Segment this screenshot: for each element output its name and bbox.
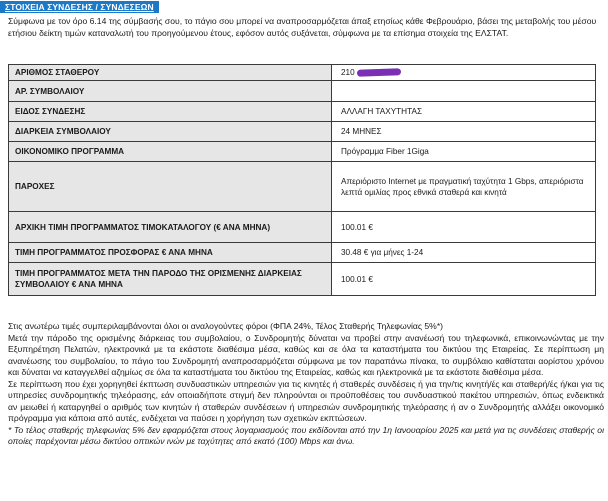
row-value-financial-plan: Πρόγραμμα Fiber 1Giga [332, 142, 596, 162]
row-label-post-term-price: ΤΙΜΗ ΠΡΟΓΡΑΜΜΑΤΟΣ ΜΕΤΑ ΤΗΝ ΠΑΡΟΔΟ ΤΗΣ ΟΡΙΣΜΕΝΗΣ ΔΙΑΡΚΕΙΑΣ ΣΥΜΒΟΛΑΙΟΥ € ΑΝΑ ΜΗΝΑ [9, 263, 332, 296]
redaction-mark [357, 69, 401, 78]
connection-details-table [8, 64, 596, 296]
discounts-note: Σε περίπτωση που έχει χορηγηθεί έκπτωση συνδυαστικών υπηρεσιών για τις κινητές ή σταθερές συνδέσεις ή για την/τις κινητή/ές και σταθερή/ές ή/και για τις υπηρεσίες συνδρομητικής τηλεόρασης, εάν οποιαδήποτε στιγμή δεν πληρούνται οι προϋποθέσεις του συνδυαστικού πακέτου υπηρεσιών, όπως ενδεικτικά αν μειωθεί ή καταργηθεί ο αριθμός των κινητών ή σταθερών συνδέσεων ή υπηρεσιών συνδρομητικής τηλεόρασης ή αν ο Συνδρομητής αλλάξει οικονομικό πρόγραμμα για κάποια από αυτές, ενδέχεται να παύσει η χορήγηση των σχετικών εκπτώσεων. [8, 378, 604, 423]
notes-section [8, 321, 604, 448]
row-label-connection-type: ΕΙΔΟΣ ΣΥΝΔΕΣΗΣ [9, 102, 332, 122]
table-row [9, 81, 596, 102]
row-label-initial-price: ΑΡΧΙΚΗ ΤΙΜΗ ΠΡΟΓΡΑΜΜΑΤΟΣ ΤΙΜΟΚΑΤΑΛΟΓΟΥ (€ ΑΝΑ ΜΗΝΑ) [9, 212, 332, 243]
row-value-initial-price: 100.01 € [332, 212, 596, 243]
row-label-contract-duration: ΔΙΑΡΚΕΙΑ ΣΥΜΒΟΛΑΙΟΥ [9, 122, 332, 142]
table-row [9, 142, 596, 162]
row-label-benefits: ΠΑΡΟΧΕΣ [9, 162, 332, 212]
table-row [9, 263, 596, 296]
table-row [9, 243, 596, 263]
table-row [9, 65, 596, 81]
row-label-offer-price: ΤΙΜΗ ΠΡΟΓΡΑΜΜΑΤΟΣ ΠΡΟΣΦΟΡΑΣ € ΑΝΑ ΜΗΝΑ [9, 243, 332, 263]
row-value-contract-duration: 24 ΜΗΝΕΣ [332, 122, 596, 142]
after-term-note: Μετά την πάροδο της ορισμένης διάρκειας του συμβολαίου, ο Συνδρομητής δύναται να προβεί στην ανανέωσή του τηλεφωνικά, επικοινωνώντας με την Εξυπηρέτηση Πελατών, ηλεκτρονικά με τα εκάστοτε διαθέσιμα μέσα, καθώς και σε όλα τα καταστήματα του δικτύου της Εταιρείας. Σε περίπτωση μη ανανέωσης του συμβολαίου, το πάγιο του Συνδρομητή αναπροσαρμόζεται σύμφωνα με τον παραπάνω πίνακα, το συμβόλαιο καθίσταται αορίστου χρόνου και δύναται να καταγγελθεί αζημίως σε όλα τα καταστήματα του δικτύου της Εταιρείας, καθώς και ηλεκτρονικά με τα εκάστοτε διαθέσιμα μέσα. [8, 332, 604, 377]
phone-number-prefix: 210 [341, 68, 355, 77]
row-value-connection-type: ΑΛΛΑΓΗ ΤΑΧΥΤΗΤΑΣ [332, 102, 596, 122]
row-value-benefits: Απεριόριστο Internet με πραγματική ταχύτητα 1 Gbps, απεριόριστα λεπτά ομιλίας προς εθνικά σταθερά και κινητά [332, 162, 596, 212]
row-value-phone-number [332, 65, 596, 81]
footnote: * Το τέλος σταθερής τηλεφωνίας 5% δεν εφαρμόζεται στους λογαριασμούς που εκδίδονται από την 1η Ιανουαρίου 2025 και μετά για τις συνδέσεις σταθερής οι οποίες παρέχονται μέσω δικτύου οπτικών ινών με ταχύτητες από εκατό (100) Mbps και άνω. [8, 424, 604, 446]
table-row [9, 102, 596, 122]
table-row [9, 212, 596, 243]
row-label-financial-plan: ΟΙΚΟΝΟΜΙΚΟ ΠΡΟΓΡΑΜΜΑ [9, 142, 332, 162]
table-row [9, 162, 596, 212]
row-label-contract-number: ΑΡ. ΣΥΜΒΟΛΑΙΟΥ [9, 81, 332, 102]
row-value-contract-number [332, 81, 596, 102]
table-row [9, 122, 596, 142]
row-value-post-term-price: 100.01 € [332, 263, 596, 296]
section-title: ΣΤΟΙΧΕΙΑ ΣΥΝΔΕΣΗΣ / ΣΥΝΔΕΣΕΩΝ [0, 1, 159, 13]
row-label-phone-number: ΑΡΙΘΜΟΣ ΣΤΑΘΕΡΟΥ [9, 65, 332, 81]
intro-paragraph: Σύμφωνα με τον όρο 6.14 της σύμβασής σου, το πάγιο σου μπορεί να αναπροσαρμόζεται άπαξ ετησίως κάθε Φεβρουάριο, βάσει της μεταβολής του μέσου ετήσιου δείκτη τιμών καταναλωτή του προηγούμενου έτους, εφόσον αυτός συξάνεται, σύμφωνα με τα επίσημα στοιχεία της ΕΛΣΤΑΤ. [8, 16, 597, 38]
taxes-note: Στις ανωτέρω τιμές συμπεριλαμβάνονται όλοι οι αναλογούντες φόροι (ΦΠΑ 24%, Τέλος Σταθερής Τηλεφωνίας 5%*) [8, 321, 444, 331]
row-value-offer-price: 30.48 € για μήνες 1-24 [332, 243, 596, 263]
